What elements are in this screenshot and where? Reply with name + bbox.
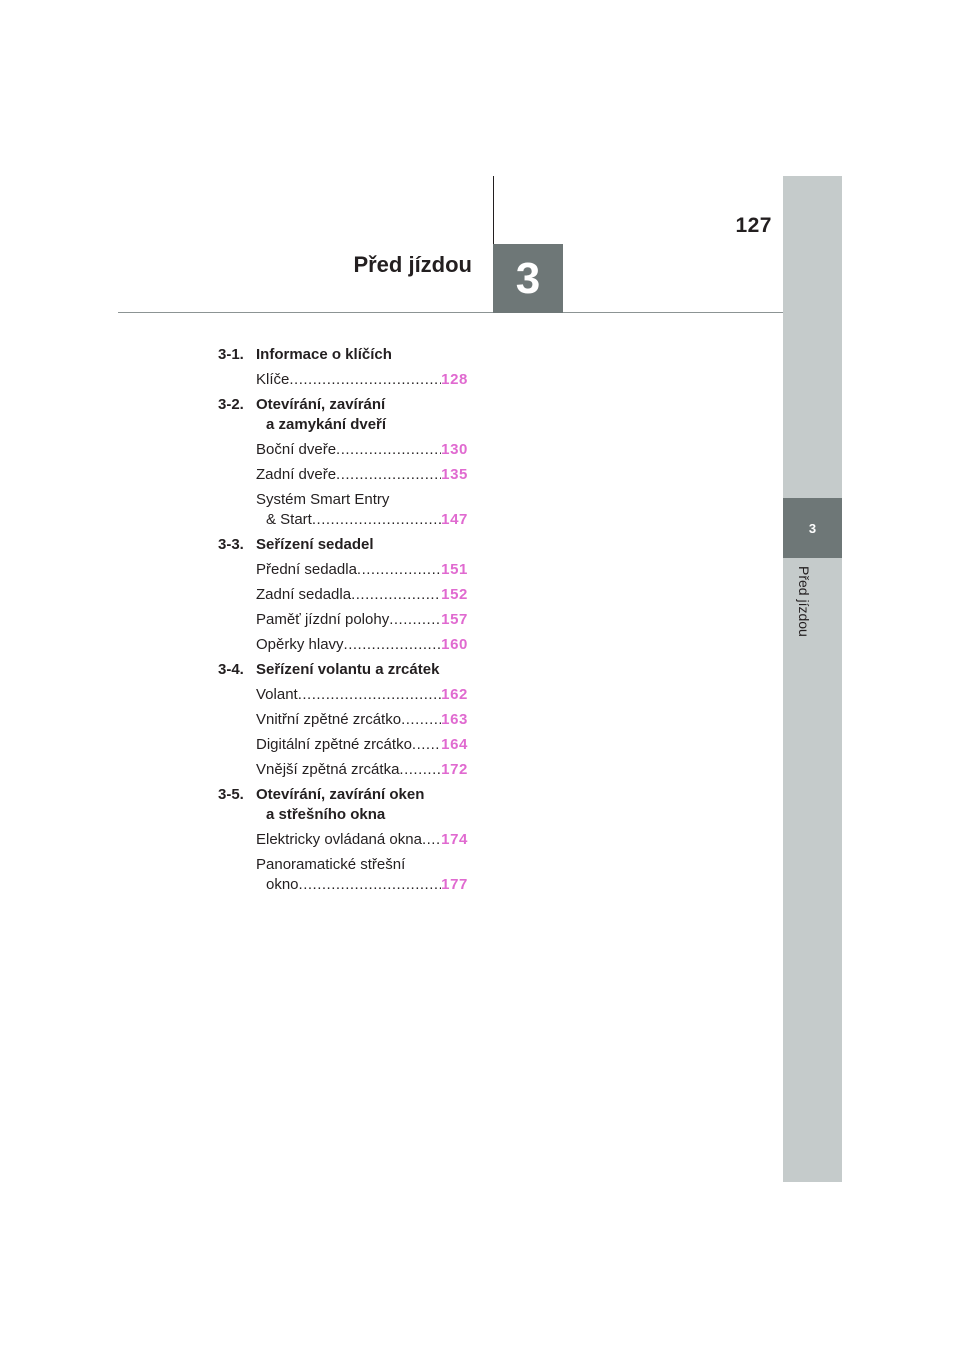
toc-entry-label: Zadní sedadla xyxy=(256,586,352,603)
toc-section-title: Otevírání, zavírání xyxy=(256,396,386,413)
toc-page-link[interactable]: 152 xyxy=(441,586,468,603)
toc-page-link[interactable]: 163 xyxy=(441,711,468,728)
toc-page-link[interactable]: 164 xyxy=(441,736,468,753)
toc-section xyxy=(218,395,468,435)
toc-page-link[interactable]: 160 xyxy=(441,636,468,653)
toc-section xyxy=(218,660,468,680)
toc-leader-dots xyxy=(299,875,442,895)
toc-page-link[interactable]: 177 xyxy=(441,876,468,893)
toc-entry[interactable] xyxy=(218,560,468,580)
toc-leader-dots xyxy=(298,685,441,705)
table-of-contents xyxy=(218,345,468,900)
toc-leader-dots xyxy=(389,610,441,630)
toc-leader-dots xyxy=(401,710,441,730)
toc-entry[interactable] xyxy=(218,735,468,755)
side-chapter-tab[interactable]: 3 xyxy=(783,498,842,558)
page-number: 127 xyxy=(735,214,772,237)
toc-section-title: Informace o klíčích xyxy=(256,346,392,363)
toc-entry[interactable] xyxy=(218,760,468,780)
toc-entry[interactable] xyxy=(218,710,468,730)
toc-entry-label: Vnitřní zpětné zrcátko xyxy=(256,711,402,728)
toc-section xyxy=(218,535,468,555)
toc-page-link[interactable]: 172 xyxy=(441,761,468,778)
toc-entry-label: Panoramatické střešní xyxy=(256,856,406,873)
toc-page-link[interactable]: 135 xyxy=(441,466,468,483)
toc-entry-label: Přední sedadla xyxy=(256,561,357,578)
toc-entry-label: Vnější zpětná zrcátka xyxy=(256,761,400,778)
toc-page-link[interactable]: 162 xyxy=(441,686,468,703)
toc-section-number: 3-2. xyxy=(218,396,244,413)
toc-section-title: Otevírání, zavírání oken xyxy=(256,786,425,803)
toc-leader-dots xyxy=(336,465,441,485)
toc-page-link[interactable]: 157 xyxy=(441,611,468,628)
side-chapter-label: Před jízdou xyxy=(796,566,812,637)
toc-section xyxy=(218,785,468,825)
toc-entry[interactable] xyxy=(218,490,468,530)
toc-section-title: Seřízení sedadel xyxy=(256,536,374,553)
toc-section-number: 3-4. xyxy=(218,661,244,678)
toc-entry[interactable] xyxy=(218,610,468,630)
toc-entry[interactable] xyxy=(218,685,468,705)
toc-entry[interactable] xyxy=(218,830,468,850)
toc-page-link[interactable]: 128 xyxy=(441,371,468,388)
toc-section xyxy=(218,345,468,365)
toc-entry[interactable] xyxy=(218,440,468,460)
toc-leader-dots xyxy=(357,560,441,580)
toc-section-number: 3-5. xyxy=(218,786,244,803)
side-thumb-bar xyxy=(783,176,842,1182)
toc-leader-dots xyxy=(351,585,441,605)
toc-entry-label: Zadní dveře xyxy=(256,466,337,483)
toc-entry-label: Klíče xyxy=(256,371,290,388)
toc-section-number: 3-3. xyxy=(218,536,244,553)
toc-entry[interactable] xyxy=(218,855,468,895)
header-horizontal-divider xyxy=(118,312,783,313)
toc-section-title-continued: a zamykání dveří xyxy=(266,416,387,433)
toc-leader-dots xyxy=(312,510,441,530)
toc-entry-label: Boční dveře xyxy=(256,441,337,458)
toc-leader-dots xyxy=(289,370,441,390)
toc-entry[interactable] xyxy=(218,370,468,390)
toc-leader-dots xyxy=(422,830,441,850)
toc-entry-label: Systém Smart Entry xyxy=(256,491,390,508)
toc-leader-dots xyxy=(336,440,441,460)
toc-section-title: Seřízení volantu a zrcátek xyxy=(256,661,440,678)
toc-entry[interactable] xyxy=(218,635,468,655)
chapter-title: Před jízdou xyxy=(353,252,472,277)
toc-section-number: 3-1. xyxy=(218,346,244,363)
toc-entry-label: Volant xyxy=(256,686,298,703)
chapter-number-box: 3 xyxy=(493,244,563,313)
toc-section-title-continued: a střešního okna xyxy=(266,806,386,823)
toc-entry-label: Paměť jízdní polohy xyxy=(256,611,390,628)
toc-page-link[interactable]: 130 xyxy=(441,441,468,458)
toc-entry-label: Opěrky hlavy xyxy=(256,636,344,653)
toc-leader-dots xyxy=(399,760,441,780)
toc-entry[interactable] xyxy=(218,585,468,605)
toc-entry-label: Elektricky ovládaná okna xyxy=(256,831,422,848)
toc-page-link[interactable]: 147 xyxy=(441,511,468,528)
toc-page-link[interactable]: 174 xyxy=(441,831,468,848)
toc-entry-label-continued: & Start xyxy=(266,511,312,528)
toc-page-link[interactable]: 151 xyxy=(441,561,468,578)
toc-entry-label-continued: okno xyxy=(266,876,299,893)
toc-entry-label: Digitální zpětné zrcátko xyxy=(256,736,412,753)
header-vertical-divider xyxy=(493,176,494,244)
toc-leader-dots xyxy=(344,635,442,655)
toc-leader-dots xyxy=(412,735,441,755)
toc-entry[interactable] xyxy=(218,465,468,485)
